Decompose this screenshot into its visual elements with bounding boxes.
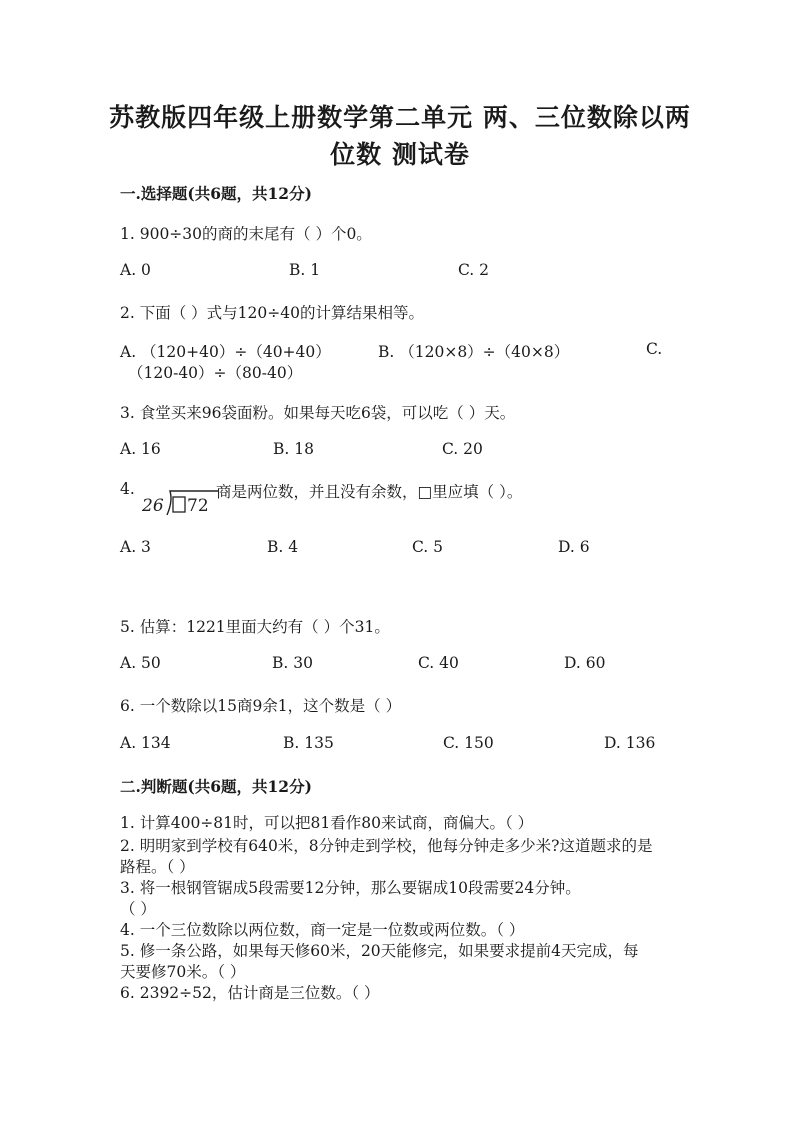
- question-6-option-c: C. 150: [443, 734, 494, 752]
- judgement-line-3: 3. 将一根钢管锯成5段需要12分钟，那么要锯成10段需要24分钟。: [120, 879, 581, 897]
- question-2-option-c-label: C.: [646, 340, 663, 358]
- question-4-option-d: D. 6: [558, 538, 590, 556]
- question-5-option-b: B. 30: [272, 654, 313, 672]
- judgement-line-5-cont: 天要修70米。（ ）: [120, 963, 246, 981]
- judgement-line-2-cont: 路程。（ ）: [120, 858, 195, 876]
- question-4-option-a: A. 3: [120, 538, 151, 556]
- question-5-stem: 5. 估算：1221里面大约有（ ）个31。: [120, 618, 390, 636]
- question-4-option-b: B. 4: [267, 538, 299, 556]
- question-4-option-c: C. 5: [412, 538, 444, 556]
- question-2-option-b: B. （120×8）÷（40×8）: [378, 343, 570, 361]
- blank-box: [173, 497, 185, 512]
- question-3-stem: 3. 食堂买来96袋面粉。如果每天吃6袋，可以吃（ ）天。: [120, 404, 516, 422]
- judgement-line-3-cont: （ ）: [120, 900, 156, 918]
- long-division-dividend: 72: [187, 496, 209, 516]
- question-6-option-d: D. 136: [604, 734, 656, 752]
- page-title-line-1: 苏教版四年级上册数学第二单元 两、三位数除以两: [109, 103, 691, 132]
- question-2-option-a: A. （120+40）÷（40+40）: [120, 343, 331, 361]
- question-2-option-c-text: （120-40）÷（80-40）: [128, 364, 303, 382]
- page-title-line-2: 位数 测试卷: [330, 140, 470, 169]
- judgement-line-6: 6. 2392÷52，估计商是三位数。（ ）: [120, 984, 380, 1002]
- question-5-option-d: D. 60: [564, 654, 606, 672]
- long-division-figure: [140, 487, 220, 517]
- judgement-line-5: 5. 修一条公路，如果每天修60米，20天能修完，如果要求提前4天完成，每: [120, 942, 639, 960]
- section-heading-choice: 一.选择题(共6题，共12分): [120, 184, 312, 203]
- question-1-stem: 1. 900÷30的商的末尾有（ ）个0。: [120, 225, 372, 243]
- question-6-stem: 6. 一个数除以15商9余1，这个数是（ ）: [120, 697, 402, 715]
- question-6-option-b: B. 135: [283, 734, 334, 752]
- section-heading-judgement: 二.判断题(共6题，共12分): [120, 777, 312, 796]
- question-5-option-a: A. 50: [120, 654, 161, 672]
- question-4-number: 4.: [120, 480, 135, 498]
- question-3-option-b: B. 18: [273, 440, 314, 458]
- question-5-option-c: C. 40: [418, 654, 459, 672]
- question-4-stem: 商是两位数，并且没有余数，□里应填（ ）。: [216, 483, 523, 501]
- question-1-option-b: B. 1: [289, 261, 321, 279]
- long-division-divisor: 26: [142, 496, 164, 516]
- judgement-line-4: 4. 一个三位数除以两位数，商一定是一位数或两位数。（ ）: [120, 921, 525, 939]
- question-6-option-a: A. 134: [120, 734, 171, 752]
- question-2-stem: 2. 下面（ ）式与120÷40的计算结果相等。: [120, 304, 424, 322]
- question-1-option-c: C. 2: [458, 261, 490, 279]
- question-3-option-a: A. 16: [120, 440, 161, 458]
- question-3-option-c: C. 20: [442, 440, 483, 458]
- judgement-line-2: 2. 明明家到学校有640米，8分钟走到学校，他每分钟走多少米?这道题求的是: [120, 837, 653, 855]
- judgement-line-1: 1. 计算400÷81时，可以把81看作80来试商，商偏大。（ ）: [120, 814, 534, 832]
- question-1-option-a: A. 0: [120, 261, 151, 279]
